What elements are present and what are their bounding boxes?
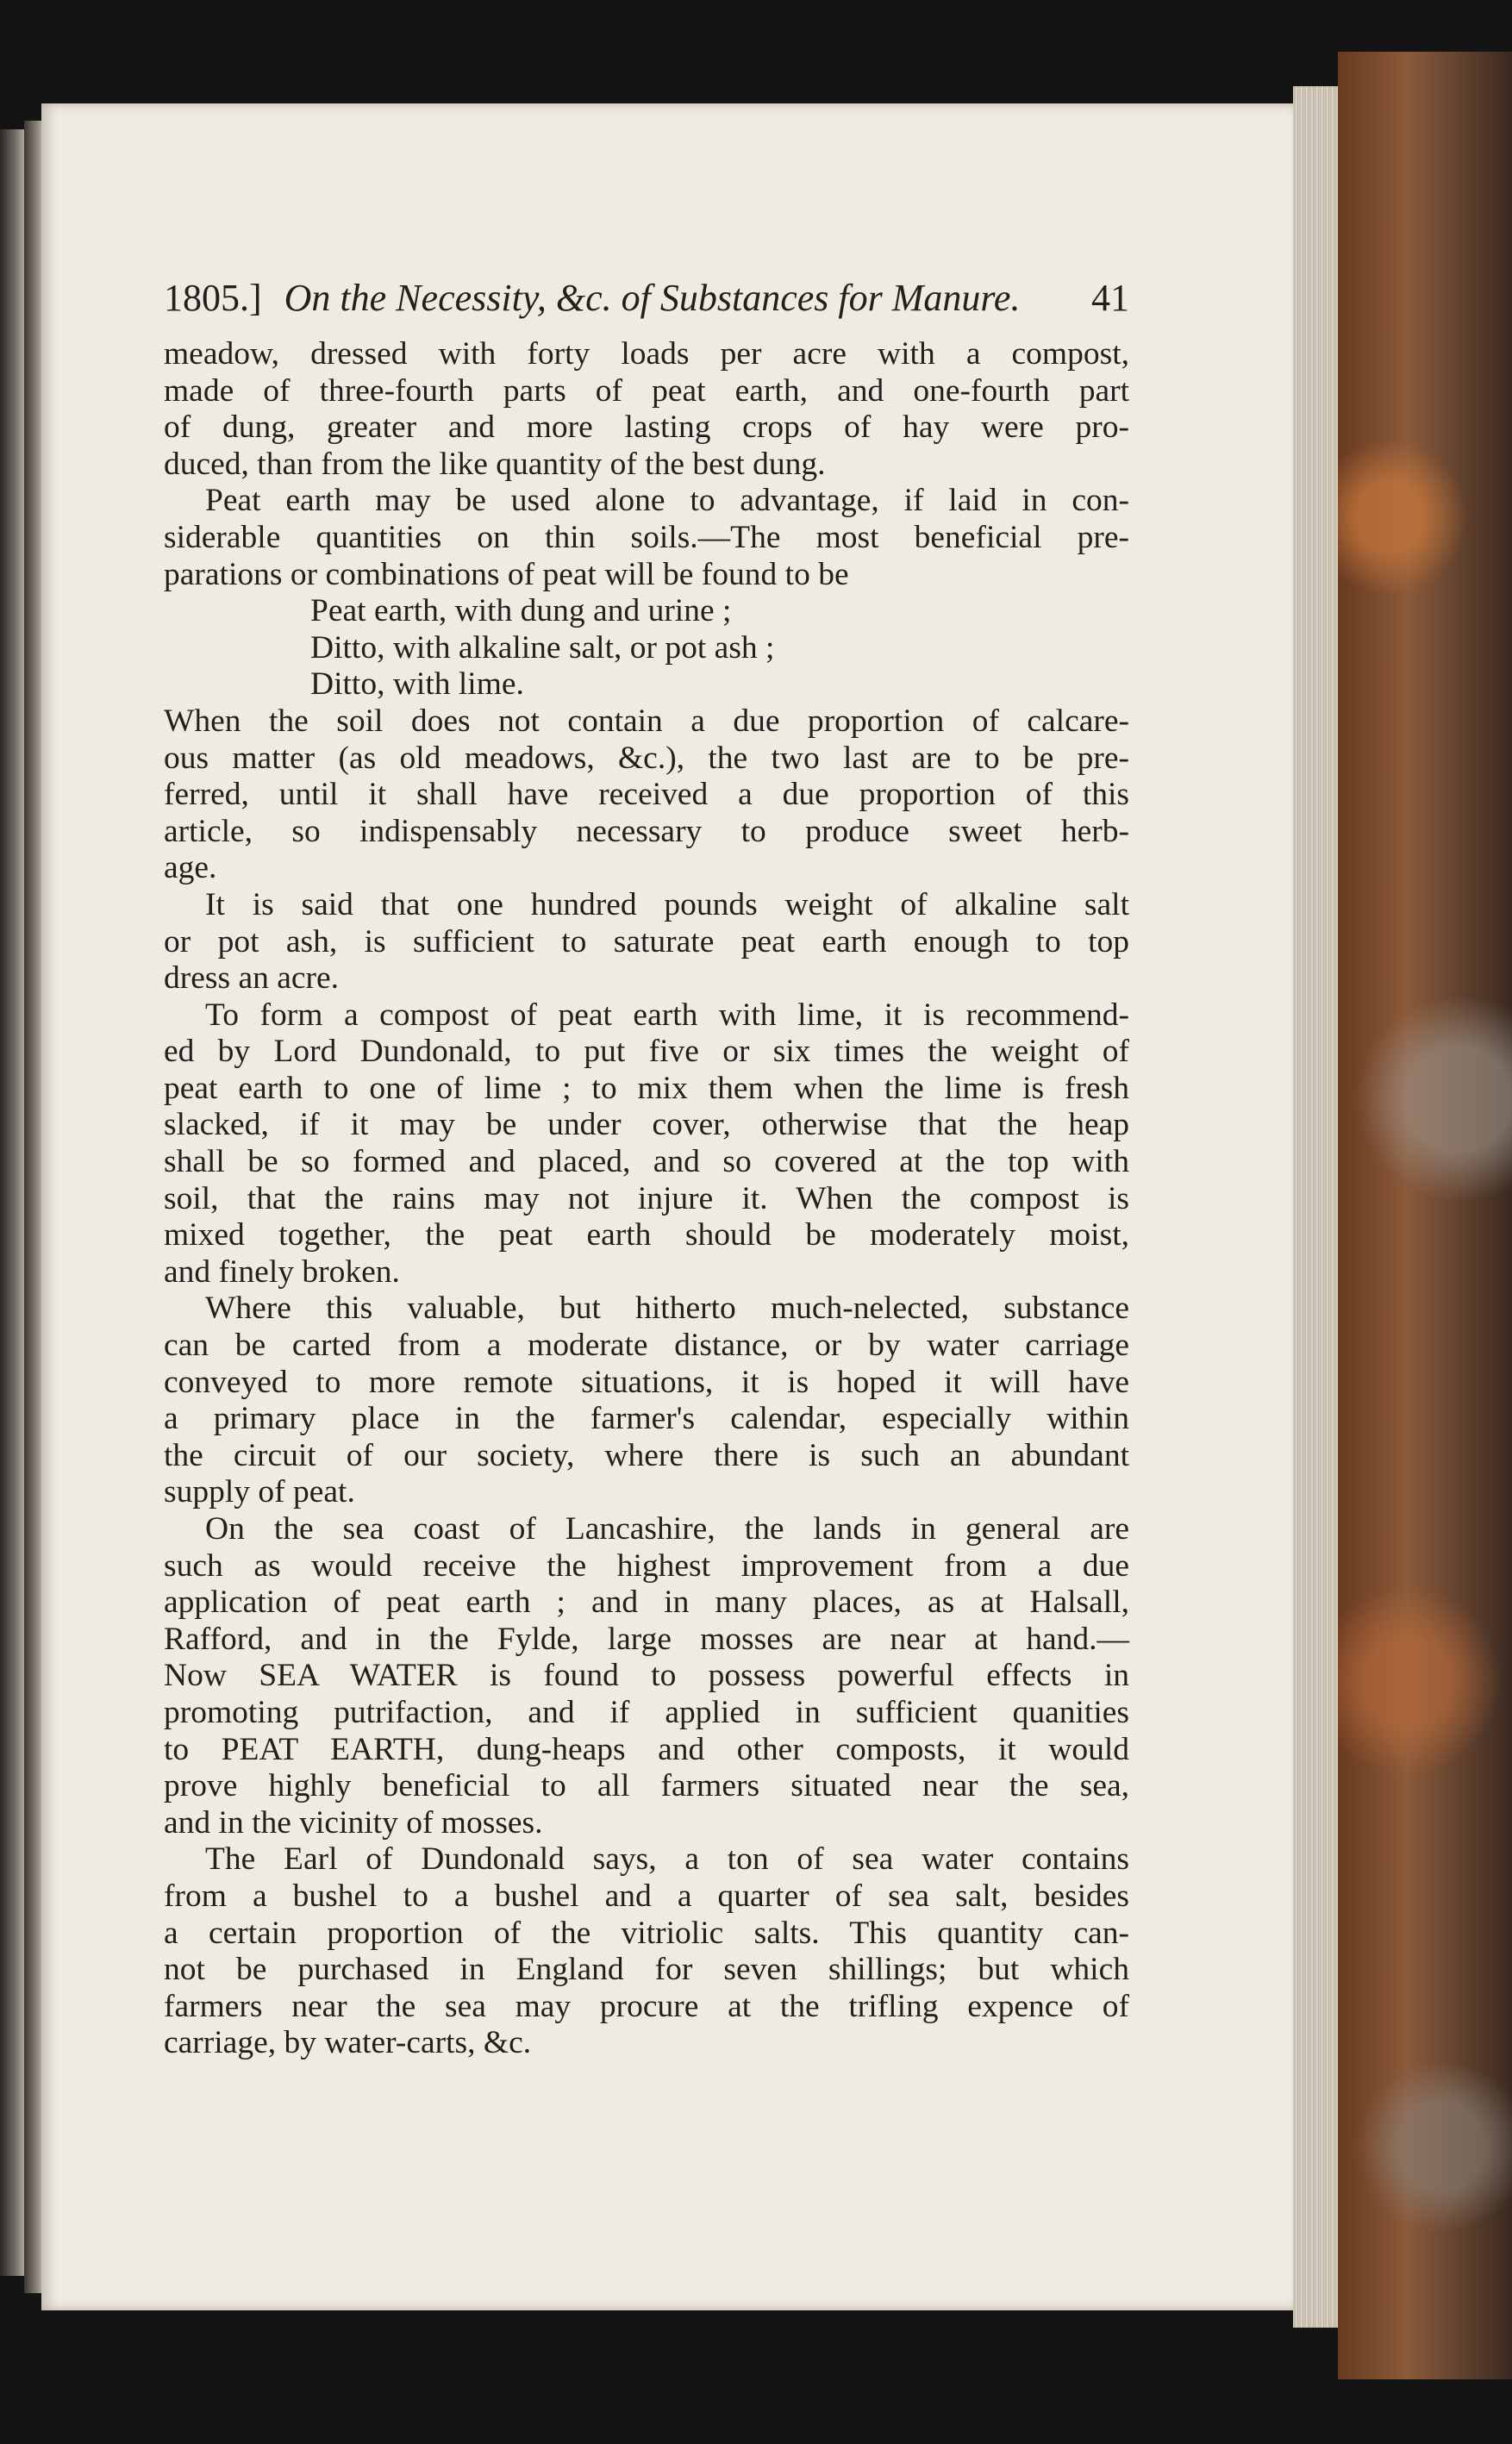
running-header [164, 276, 1129, 336]
text-line: mixed together, the peat earth should be moderately moist, [164, 1217, 1129, 1253]
page-number: 41 [1091, 277, 1129, 319]
text-line: When the soil does not contain a due proportion of calcare- [164, 703, 1129, 739]
text-line: duced, than from the like quantity of the best dung. [164, 446, 826, 482]
text-line: Ditto, with lime. [310, 666, 524, 703]
text-line: such as would receive the highest improvement from a due [164, 1547, 1129, 1584]
text-line: On the sea coast of Lancashire, the lands in general are [205, 1511, 1129, 1547]
text-line: promoting putrifaction, and if applied in sufficient quanities [164, 1694, 1129, 1730]
text-line: dress an acre. [164, 960, 340, 997]
text-line: Ditto, with alkaline salt, or pot ash ; [310, 629, 775, 666]
text-line: or pot ash, is sufficient to saturate peat earth enough to top [164, 923, 1129, 959]
facing-page-edge [0, 129, 26, 2276]
text-line: peat earth to one of lime ; to mix them when the lime is fresh [164, 1070, 1129, 1106]
text-line: siderable quantities on thin soils.—The most beneficial pre- [164, 519, 1129, 555]
text-line: to PEAT EARTH, dung-heaps and other composts, it would [164, 1731, 1129, 1767]
text-line: soil, that the rains may not injure it. When the compost is [164, 1180, 1129, 1216]
text-line: ferred, until it shall have received a due proportion of this [164, 777, 1129, 813]
text-line: parations or combinations of peat will be found to be [164, 556, 849, 592]
text-line: of dung, greater and more lasting crops of hay were pro- [164, 409, 1129, 446]
text-line: application of peat earth ; and in many places, as at Halsall, [164, 1585, 1129, 1621]
marbled-cover [1338, 52, 1512, 2379]
text-line: ous matter (as old meadows, &c.), the two last are to be pre- [164, 740, 1129, 776]
header-year: 1805.] [164, 277, 262, 319]
text-line: carriage, by water-carts, &c. [164, 2025, 532, 2061]
text-line: made of three-fourth parts of peat earth, and one-fourth part [164, 372, 1129, 409]
text-line: not be purchased in England for seven shillings; but which [164, 1952, 1129, 1988]
text-line: To form a compost of peat earth with lime, it is recommend- [205, 997, 1129, 1033]
text-line: article, so indispensably necessary to produce sweet herb- [164, 813, 1129, 849]
text-line: conveyed to more remote situations, it is hoped it will have [164, 1364, 1129, 1400]
text-line: Now SEA WATER is found to possess powerful effects in [164, 1658, 1129, 1694]
text-line: shall be so formed and placed, and so covered at the top with [164, 1144, 1129, 1180]
text-line: and finely broken. [164, 1253, 400, 1290]
text-line: prove highly beneficial to all farmers situated near the sea, [164, 1768, 1129, 1804]
text-line: and in the vicinity of mosses. [164, 1804, 543, 1841]
page-text-block [164, 276, 1129, 2062]
page-stack-edges [1293, 86, 1340, 2328]
text-line: the circuit of our society, where there is such an abundant [164, 1437, 1129, 1473]
text-line: age. [164, 850, 217, 886]
text-line: a certain proportion of the vitriolic salts. This quantity can- [164, 1915, 1129, 1951]
body-text [164, 336, 1129, 2062]
text-line: a primary place in the farmer's calendar, especially within [164, 1401, 1129, 1437]
text-line: meadow, dressed with forty loads per acre with a compost, [164, 336, 1129, 372]
text-line: slacked, if it may be under cover, otherwise that the heap [164, 1107, 1129, 1143]
text-line: supply of peat. [164, 1474, 355, 1510]
text-line: from a bushel to a bushel and a quarter of sea salt, besides [164, 1878, 1129, 1914]
text-line: farmers near the sea may procure at the trifling expence of [164, 1988, 1129, 2024]
text-line: The Earl of Dundonald says, a ton of sea water contains [205, 1841, 1129, 1878]
text-line: Where this valuable, but hitherto much-nelected, substance [205, 1291, 1129, 1327]
text-line: Peat earth may be used alone to advantage, if laid in con- [205, 483, 1129, 519]
text-line: Rafford, and in the Fylde, large mosses are near at hand.— [164, 1621, 1129, 1657]
text-line: ed by Lord Dundonald, to put five or six times the weight of [164, 1034, 1129, 1070]
text-line: It is said that one hundred pounds weight of alkaline salt [205, 886, 1129, 922]
text-line: Peat earth, with dung and urine ; [310, 593, 732, 629]
header-title: On the Necessity, &c. of Substances for Manure. [284, 277, 1021, 319]
text-line: can be carted from a moderate distance, or by water carriage [164, 1328, 1129, 1364]
